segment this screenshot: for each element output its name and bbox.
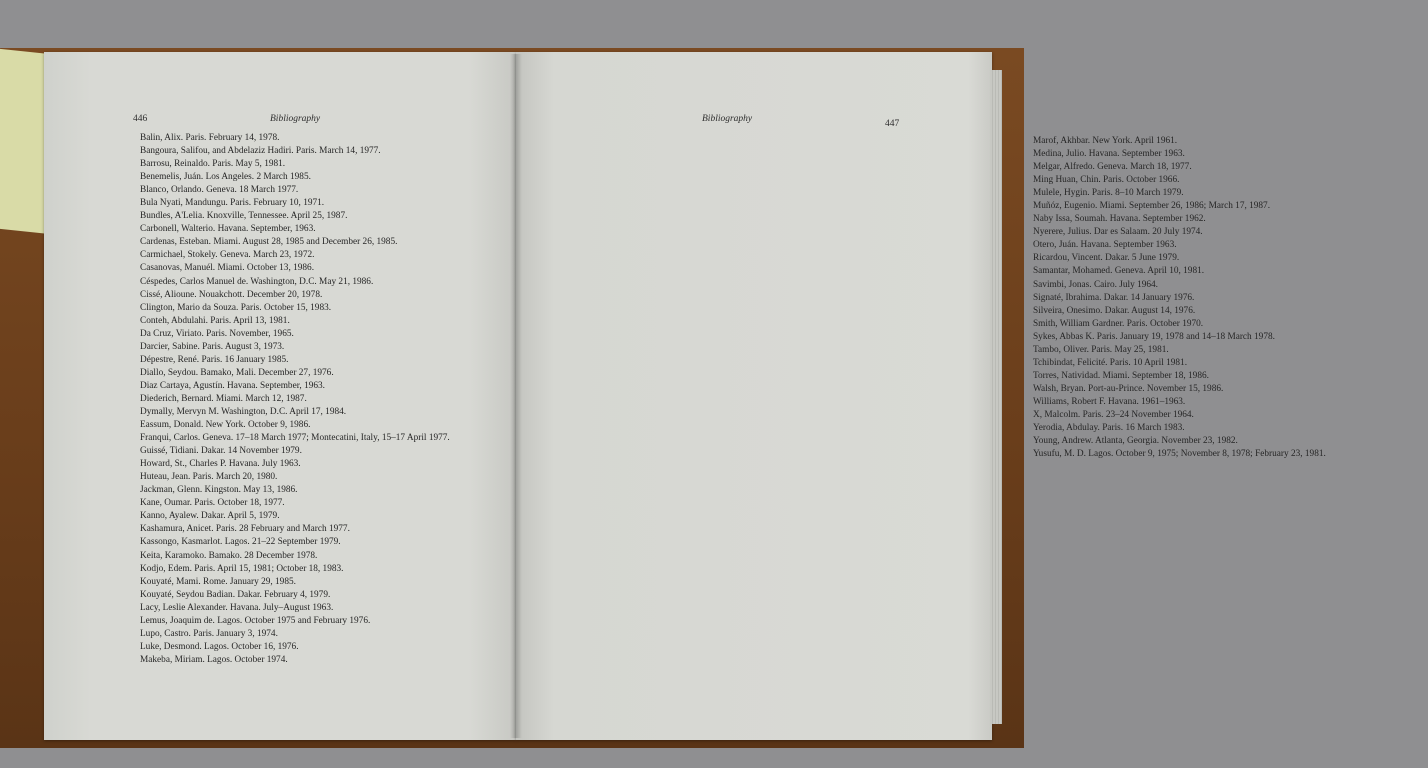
bibliography-entry: Ricardou, Vincent. Dakar. 5 June 1979. (1033, 253, 1180, 264)
bibliography-entry: Otero, Juán. Havana. September 1963. (1033, 240, 1177, 251)
bibliography-entry: Da Cruz, Viriato. Paris. November, 1965. (140, 328, 294, 339)
left-page (44, 52, 516, 740)
bibliography-entry: Carbonell, Walterio. Havana. September, 1963. (140, 224, 316, 235)
bibliography-entry: Blanco, Orlando. Geneva. 18 March 1977. (140, 185, 299, 196)
bibliography-entry: Naby Issa, Soumah. Havana. September 1962. (1033, 214, 1206, 225)
bibliography-entry: Diallo, Seydou. Bamako, Mali. December 27, 1976. (140, 367, 334, 378)
bibliography-entry: Smith, William Gardner. Paris. October 1970. (1033, 318, 1204, 329)
open-book (38, 52, 1326, 746)
bibliography-entry: Muñóz, Eugenio. Miami. September 26, 1986; March 17, 1987. (1033, 201, 1271, 212)
bibliography-entry: Kassongo, Kasmarlot. Lagos. 21–22 September 1979. (140, 537, 341, 548)
bibliography-entry: Carmichael, Stokely. Geneva. March 23, 1972. (140, 250, 315, 261)
bibliography-entry: Jackman, Glenn. Kingston. May 13, 1986. (140, 485, 298, 496)
bibliography-entry: Kodjo, Edem. Paris. April 15, 1981; October 18, 1983. (140, 563, 344, 574)
bibliography-entry: Barrosu, Reinaldo. Paris. May 5, 1981. (140, 159, 286, 170)
bibliography-entry: Diederich, Bernard. Miami. March 12, 1987. (140, 393, 307, 404)
bibliography-entry: Signaté, Ibrahima. Dakar. 14 January 1976. (1033, 292, 1195, 303)
bibliography-entry: Williams, Robert F. Havana. 1961–1963. (1033, 396, 1186, 407)
bibliography-entry: Kouyaté, Mami. Rome. January 29, 1985. (140, 576, 296, 587)
left-running-head: Bibliography (270, 114, 321, 124)
bibliography-entry: Kanno, Ayalew. Dakar. April 5, 1979. (140, 511, 280, 522)
left-bibliography-list (140, 132, 512, 667)
right-page (516, 52, 1326, 740)
bibliography-entry: X, Malcolm. Paris. 23–24 November 1964. (1033, 409, 1194, 420)
right-running-head: Bibliography (702, 114, 753, 124)
bibliography-entry: Torres, Natividad. Miami. September 18, 1986. (1033, 370, 1209, 381)
bibliography-entry: Dymally, Mervyn M. Washington, D.C. April 17, 1984. (140, 406, 347, 417)
bibliography-entry: Lupo, Castro. Paris. January 3, 1974. (140, 628, 278, 639)
right-bibliography-list (1033, 135, 1428, 461)
book-gutter (510, 54, 522, 738)
bibliography-entry: Nyerere, Julius. Dar es Salaam. 20 July 1974. (1033, 227, 1203, 238)
bibliography-entry: Bundles, A'Lelia. Knoxville, Tennessee. April 25, 1987. (140, 211, 348, 222)
bibliography-entry: Eassum, Donald. New York. October 9, 1986. (140, 420, 311, 431)
bibliography-entry: Clington, Mario da Souza. Paris. October 15, 1983. (140, 302, 332, 313)
bibliography-entry: Sykes, Abbas K. Paris. January 19, 1978 and 14–18 March 1978. (1033, 331, 1275, 342)
bibliography-entry: Conteh, Abdulahi. Paris. April 13, 1981. (140, 315, 290, 326)
bibliography-entry: Young, Andrew. Atlanta, Georgia. November 23, 1982. (1033, 436, 1238, 447)
bibliography-entry: Kane, Oumar. Paris. October 18, 1977. (140, 498, 285, 509)
bibliography-entry: Kashamura, Anicet. Paris. 28 February and March 1977. (140, 524, 350, 535)
bibliography-entry: Bula Nyati, Mandungu. Paris. February 10, 1971. (140, 198, 325, 209)
bibliography-entry: Guissé, Tidiani. Dakar. 14 November 1979. (140, 446, 302, 457)
bibliography-entry: Ming Huan, Chin. Paris. October 1966. (1033, 175, 1180, 186)
page-stack-edge (990, 70, 1002, 724)
bibliography-entry: Franqui, Carlos. Geneva. 17–18 March 1977; Montecatini, Italy, 15–17 April 1977. (140, 433, 450, 444)
bibliography-entry: Howard, St., Charles P. Havana. July 1963. (140, 459, 301, 470)
bibliography-entry: Walsh, Bryan. Port-au-Prince. November 15, 1986. (1033, 383, 1224, 394)
bibliography-entry: Dépestre, René. Paris. 16 January 1985. (140, 354, 289, 365)
bibliography-entry: Benemelis, Juán. Los Angeles. 2 March 1985. (140, 172, 311, 183)
bibliography-entry: Mulele, Hygin. Paris. 8–10 March 1979. (1033, 188, 1184, 199)
bibliography-entry: Tambo, Oliver. Paris. May 25, 1981. (1033, 344, 1169, 355)
bibliography-entry: Lacy, Leslie Alexander. Havana. July–August 1963. (140, 602, 334, 613)
bibliography-entry: Bangoura, Salifou, and Abdelaziz Hadiri. Paris. March 14, 1977. (140, 146, 381, 157)
bibliography-entry: Diaz Cartaya, Agustín. Havana. September, 1963. (140, 380, 325, 391)
bibliography-entry: Melgar, Alfredo. Geneva. March 18, 1977. (1033, 162, 1192, 173)
bibliography-entry: Kouyaté, Seydou Badian. Dakar. February 4, 1979. (140, 589, 331, 600)
bibliography-entry: Lemus, Joaquim de. Lagos. October 1975 and February 1976. (140, 615, 371, 626)
bibliography-entry: Yerodia, Abdulay. Paris. 16 March 1983. (1033, 423, 1185, 434)
bibliography-entry: Keita, Karamoko. Bamako. 28 December 1978. (140, 550, 318, 561)
bibliography-entry: Darcier, Sabine. Paris. August 3, 1973. (140, 341, 285, 352)
bibliography-entry: Makeba, Miriam. Lagos. October 1974. (140, 654, 288, 665)
bibliography-entry: Luke, Desmond. Lagos. October 16, 1976. (140, 641, 299, 652)
bibliography-entry: Marof, Akhbar. New York. April 1961. (1033, 136, 1178, 146)
bibliography-entry: Silveira, Onesimo. Dakar. August 14, 1976. (1033, 305, 1196, 316)
bibliography-entry: Yusufu, M. D. Lagos. October 9, 1975; November 8, 1978; February 23, 1981. (1033, 449, 1326, 460)
left-page-number: 446 (133, 114, 148, 124)
bibliography-entry: Casanovas, Manuél. Miami. October 13, 1986. (140, 263, 315, 274)
right-page-number: 447 (885, 119, 900, 129)
bibliography-entry: Cardenas, Esteban. Miami. August 28, 1985 and December 26, 1985. (140, 237, 398, 248)
bibliography-entry: Cissé, Alioune. Nouakchott. December 20, 1978. (140, 289, 323, 300)
bibliography-entry: Céspedes, Carlos Manuel de. Washington, D.C. May 21, 1986. (140, 276, 374, 287)
bibliography-entry: Savimbi, Jonas. Cairo. July 1964. (1033, 279, 1158, 290)
bibliography-entry: Samantar, Mohamed. Geneva. April 10, 1981. (1033, 266, 1205, 277)
bibliography-entry: Balin, Alix. Paris. February 14, 1978. (140, 133, 280, 143)
bibliography-entry: Tchibindat, Felicité. Paris. 10 April 1981. (1033, 357, 1188, 368)
bibliography-entry: Huteau, Jean. Paris. March 20, 1980. (140, 472, 278, 483)
bibliography-entry: Medina, Julio. Havana. September 1963. (1033, 149, 1185, 160)
